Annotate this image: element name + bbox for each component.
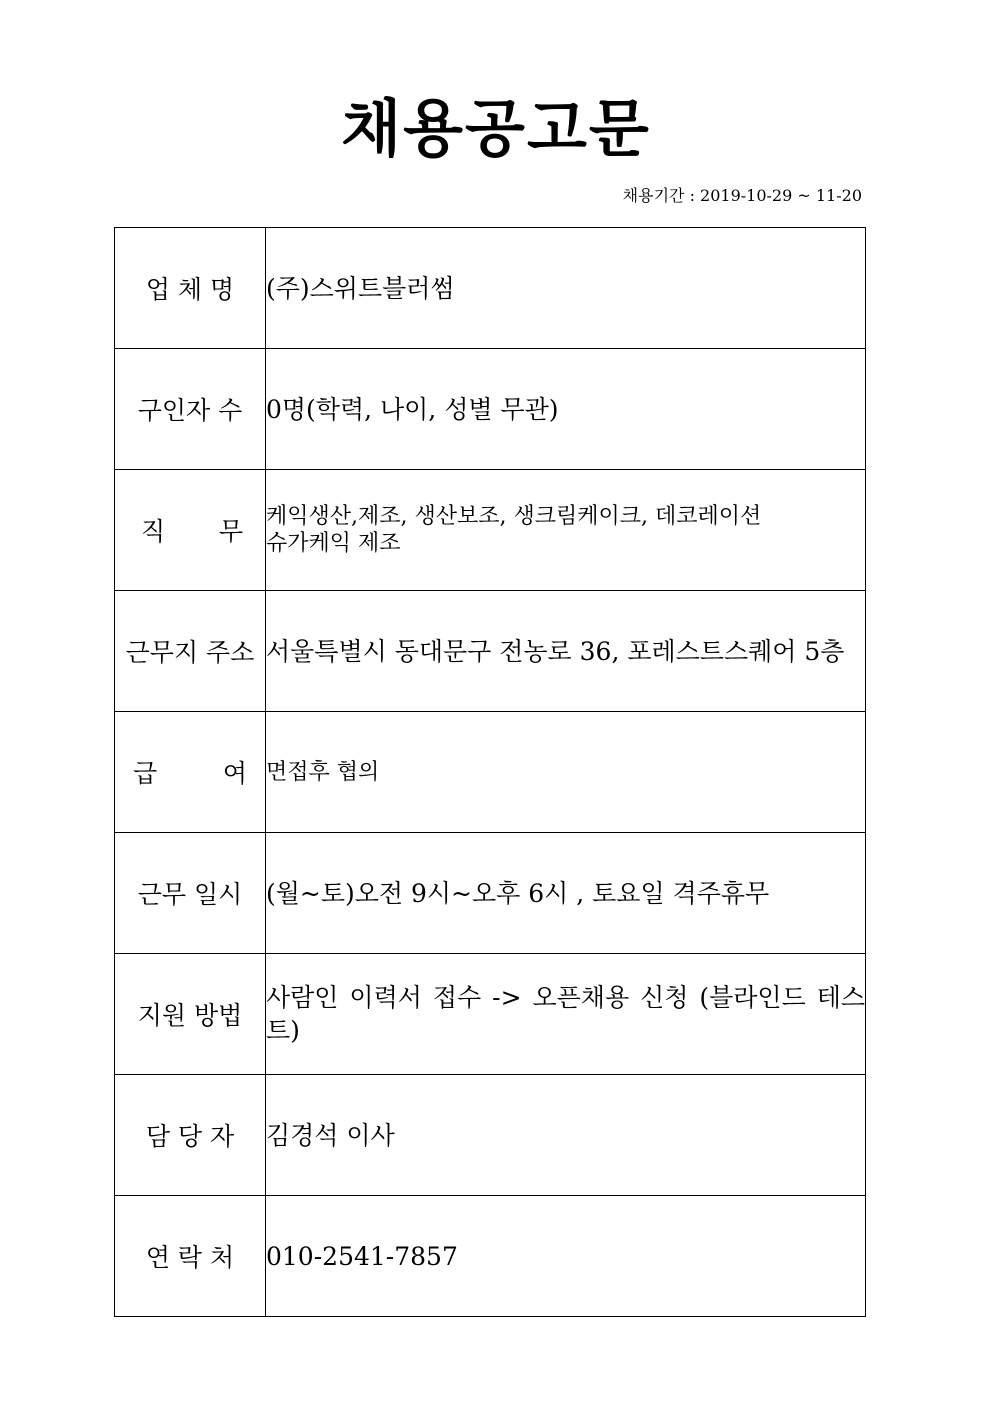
- label-apply: 지원 방법: [115, 954, 266, 1075]
- value-duties: [266, 470, 866, 591]
- table-row-apply: [115, 954, 866, 1075]
- value-hours: (월~토)오전 9시~오후 6시 , 토요일 격주휴무: [266, 833, 866, 954]
- table-row-contact: [115, 1196, 866, 1317]
- value-contact: 010-2541-7857: [266, 1196, 866, 1317]
- label-duties: 직 무: [115, 470, 266, 591]
- label-address: 근무지 주소: [115, 591, 266, 712]
- recruitment-period: 채용기간 : 2019-10-29 ~ 11-20: [622, 186, 862, 205]
- label-hours: 근무 일시: [115, 833, 266, 954]
- label-contact: 연 락 처: [115, 1196, 266, 1317]
- value-duties-line2: 슈가케익 제조: [266, 531, 401, 556]
- value-address: 서울특별시 동대문구 전농로 36, 포레스트스퀘어 5층: [266, 591, 866, 712]
- label-headcount: 구인자 수: [115, 349, 266, 470]
- label-company: 업 체 명: [115, 228, 266, 349]
- table-row-hours: [115, 833, 866, 954]
- value-duties-line1: 케익생산,제조, 생산보조, 생크림케이크, 데코레이션: [266, 504, 762, 529]
- label-salary: 급 여: [115, 712, 266, 833]
- table-row-duties: [115, 470, 866, 591]
- label-manager: 담 당 자: [115, 1075, 266, 1196]
- value-apply: 사람인 이력서 접수 -> 오픈채용 신청 (블라인드 테스트): [266, 954, 866, 1075]
- table-row-manager: [115, 1075, 866, 1196]
- value-headcount: 0명(학력, 나이, 성별 무관): [266, 349, 866, 470]
- table-row-address: [115, 591, 866, 712]
- job-posting-table: [114, 227, 866, 1317]
- value-salary: 면접후 협의: [266, 712, 866, 833]
- table-row-salary: [115, 712, 866, 833]
- value-manager: 김경석 이사: [266, 1075, 866, 1196]
- table-row-headcount: [115, 349, 866, 470]
- page-title: 채용공고문: [341, 92, 651, 165]
- value-company: (주)스위트블러썸: [266, 228, 866, 349]
- table-row-company: [115, 228, 866, 349]
